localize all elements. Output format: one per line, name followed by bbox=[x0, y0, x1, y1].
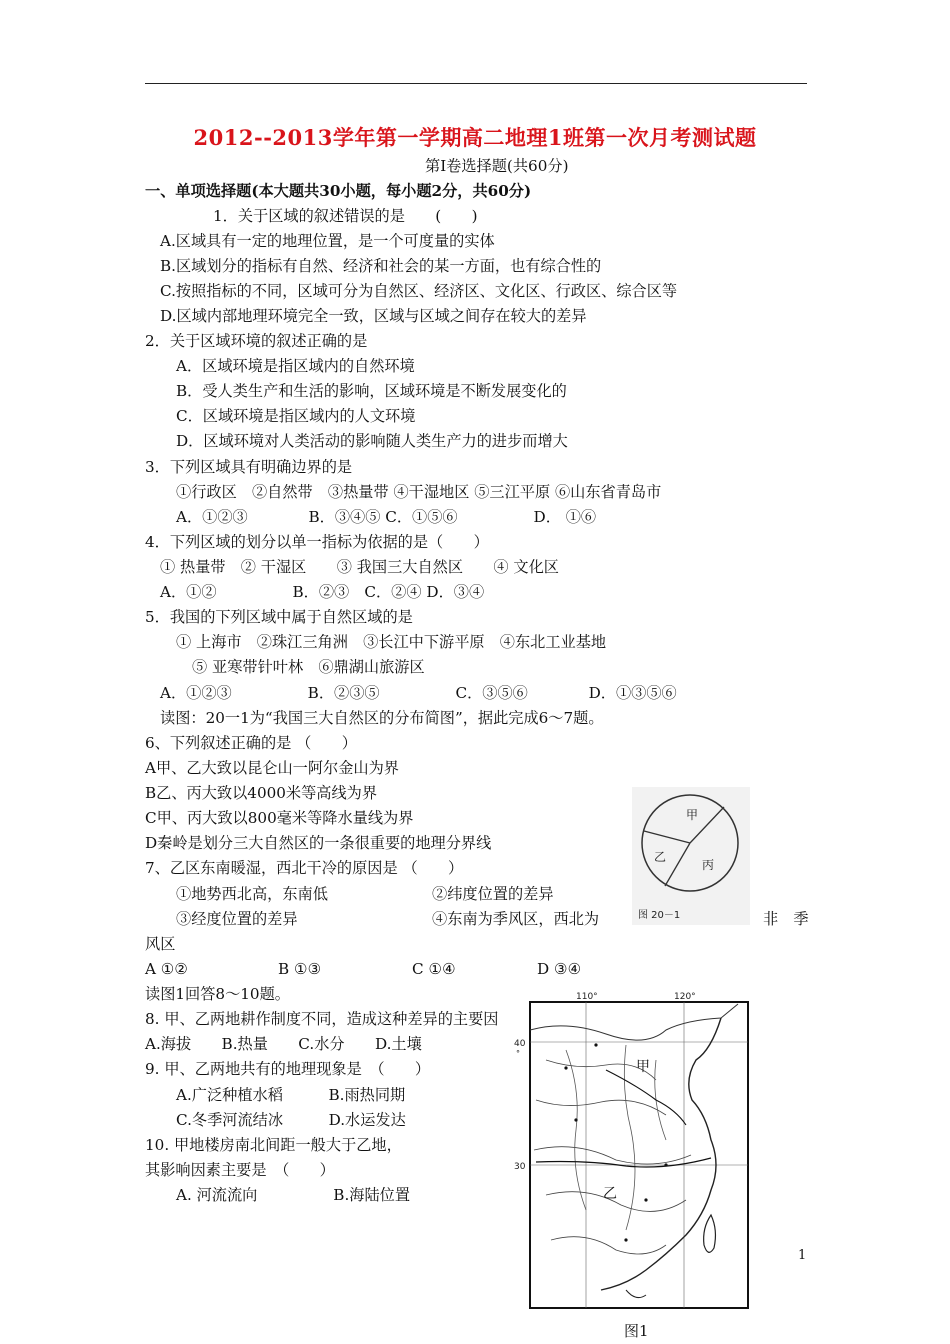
city-dot bbox=[574, 1118, 577, 1121]
q2-option-b: B．受人类生产和生活的影响，区域环境是不断发展变化的 bbox=[176, 382, 567, 400]
q7-item-4-cont: 非 季 bbox=[763, 910, 809, 928]
q2-option-a: A．区域环境是指区域内的自然环境 bbox=[176, 357, 415, 375]
q8-options: A.海拔 B.热量 C.水分 D.土壤 bbox=[145, 1035, 422, 1053]
question-2: 2．关于区域环境的叙述正确的是 bbox=[145, 332, 368, 350]
q4-options: A．①② B．②③ C．②④ D．③④ bbox=[160, 583, 485, 601]
q7-item-4: ④东南为季风区，西北为 bbox=[432, 910, 600, 928]
q5-items-2: ⑤ 亚寒带针叶林 ⑥鼎湖山旅游区 bbox=[192, 658, 425, 676]
city-dot bbox=[564, 1066, 567, 1069]
figure-20-1-caption: 图 20－1 bbox=[638, 910, 681, 921]
lon-label-110: 110° bbox=[576, 992, 598, 1002]
question-7: 7、乙区东南暖湿，西北干冷的原因是 （ ） bbox=[145, 859, 464, 877]
q6-option-d: D秦岭是划分三大自然区的一条很重要的地理分界线 bbox=[145, 834, 492, 852]
q5-options: A．①②③ B．②③⑤ C．③⑤⑥ D．①③⑤⑥ bbox=[160, 684, 677, 702]
question-1: 1．关于区域的叙述错误的是 ( ) bbox=[213, 207, 478, 225]
q7-option-d: D ③④ bbox=[537, 960, 582, 978]
question-5: 5．我国的下列区域中属于自然区域的是 bbox=[145, 608, 413, 626]
q1-option-a: A.区域具有一定的地理位置，是一个可度量的实体 bbox=[160, 232, 495, 250]
figure-20-1 bbox=[632, 787, 750, 925]
lat-label-degree: ° bbox=[516, 1049, 520, 1058]
q7-item-4-end: 风区 bbox=[145, 935, 176, 953]
question-10: 10. 甲地楼房南北间距一般大于乙地， bbox=[145, 1136, 402, 1154]
question-10-cont: 其影响因素主要是 （ ） bbox=[145, 1161, 335, 1179]
q7-item-1: ①地势西北高，东南低 bbox=[176, 885, 328, 903]
question-9: 9. 甲、乙两地共有的地理现象是 （ ） bbox=[145, 1060, 431, 1078]
q7-option-b: B ①③ bbox=[278, 960, 322, 978]
q3-items: ①行政区 ②自然带 ③热量带 ④干湿地区 ⑤三江平原 ⑥山东省青岛市 bbox=[176, 483, 662, 501]
q2-option-d: D．区域环境对人类活动的影响随人类生产力的进步而增大 bbox=[176, 432, 568, 450]
q1-option-d: D.区域内部地理环境完全一致，区域与区域之间存在较大的差异 bbox=[160, 307, 587, 325]
q6-option-b: B乙、丙大致以4000米等高线为界 bbox=[145, 784, 378, 802]
question-6: 6、下列叙述正确的是 （ ） bbox=[145, 734, 357, 752]
boundary-line-3 bbox=[665, 843, 690, 886]
header-rule bbox=[145, 83, 807, 84]
question-3: 3．下列区域具有明确边界的是 bbox=[145, 458, 353, 476]
question-8: 8. 甲、乙两地耕作制度不同，造成这种差异的主要因 bbox=[145, 1010, 499, 1028]
place-label-jia: 甲 bbox=[636, 1059, 650, 1075]
page-number: 1 bbox=[798, 1248, 807, 1263]
map-svg bbox=[506, 990, 756, 1315]
section-subtitle: 第Ⅰ卷选择题(共60分) bbox=[425, 157, 569, 175]
q6-option-c: C甲、丙大致以800毫米等降水量线为界 bbox=[145, 809, 414, 827]
q7-option-c: C ①④ bbox=[412, 960, 456, 978]
q10-options: A. 河流流向 B.海陆位置 bbox=[176, 1186, 411, 1204]
q7-item-3: ③经度位置的差异 bbox=[176, 910, 298, 928]
q9-options-2: C.冬季河流结冰 D.水运发达 bbox=[176, 1111, 406, 1129]
reading-instruction: 读图：20一1为“我国三大自然区的分布简图”，据此完成6～7题。 bbox=[160, 709, 604, 727]
q6-option-a: A甲、乙大致以昆仑山一阿尔金山为界 bbox=[145, 759, 399, 777]
q5-items-1: ① 上海市 ②珠江三角洲 ③长江中下游平原 ④东北工业基地 bbox=[176, 633, 607, 651]
city-dot bbox=[644, 1198, 647, 1201]
place-label-yi: 乙 bbox=[603, 1186, 617, 1202]
q7-option-a: A ①② bbox=[145, 960, 189, 978]
figure-1-caption: 图1 bbox=[624, 1322, 649, 1340]
q7-item-2: ②纬度位置的差异 bbox=[432, 885, 554, 903]
figure-20-1-diagram bbox=[632, 787, 750, 925]
region-label-jia: 甲 bbox=[686, 808, 699, 822]
city-dot bbox=[664, 1163, 667, 1166]
section-heading: 一、单项选择题(本大题共30小题，每小题2分，共60分) bbox=[145, 182, 532, 200]
figure-1-map bbox=[506, 990, 756, 1315]
region-label-bing: 丙 bbox=[702, 858, 715, 872]
region-label-yi: 乙 bbox=[654, 850, 667, 864]
lat-label-40: 40 bbox=[514, 1039, 526, 1049]
q4-items: ① 热量带 ② 干湿区 ③ 我国三大自然区 ④ 文化区 bbox=[160, 558, 559, 576]
q3-options: A．①②③ B．③④⑤ C．①⑤⑥ D． ①⑥ bbox=[176, 508, 597, 526]
lon-label-120: 120° bbox=[674, 992, 696, 1002]
city-dot bbox=[624, 1238, 627, 1241]
q9-options-1: A.广泛种植水稻 B.雨热同期 bbox=[176, 1086, 406, 1104]
q1-option-c: C.按照指标的不同，区域可分为自然区、经济区、文化区、行政区、综合区等 bbox=[160, 282, 678, 300]
q1-option-b: B.区域划分的指标有自然、经济和社会的某一方面，也有综合性的 bbox=[160, 257, 602, 275]
reading-instruction-2: 读图1回答8～10题。 bbox=[145, 985, 290, 1003]
exam-title: 2012--2013学年第一学期高二地理1班第一次月考测试题 bbox=[193, 125, 757, 150]
question-4: 4．下列区域的划分以单一指标为依据的是（ ） bbox=[145, 533, 489, 551]
city-dot bbox=[594, 1043, 597, 1046]
lat-label-30: 30 bbox=[514, 1162, 526, 1172]
q2-option-c: C．区域环境是指区域内的人文环境 bbox=[176, 407, 416, 425]
boundary-line-1 bbox=[644, 831, 690, 843]
